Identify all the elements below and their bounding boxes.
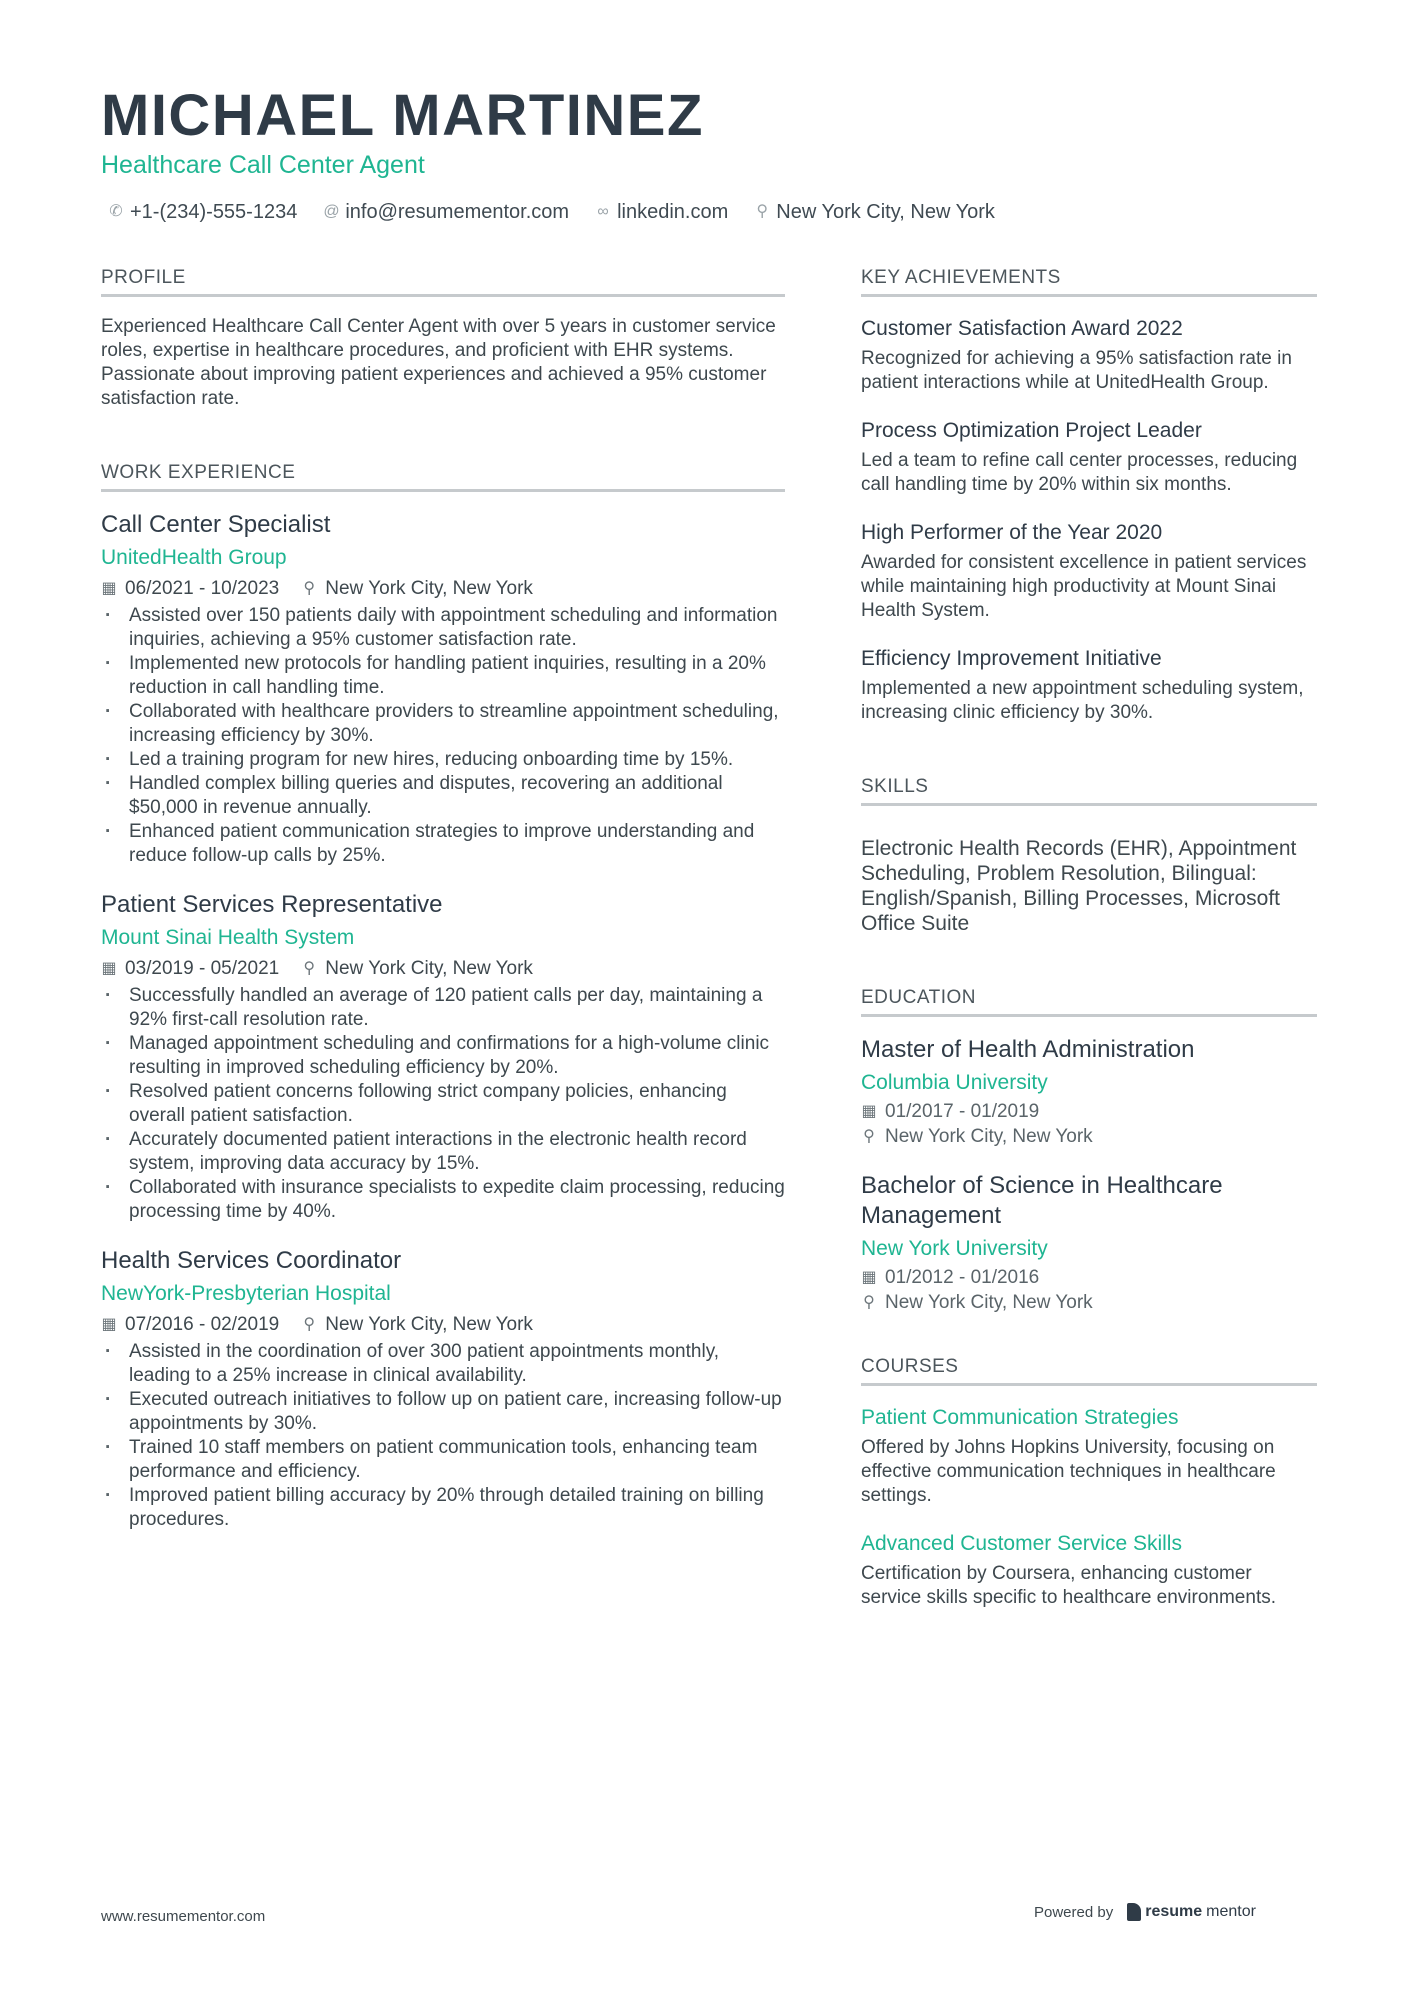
skills-text: Electronic Health Records (EHR), Appointment Scheduling, Problem Resolution, Bilingual: English/Spanish, Billing Processes, Microsoft Office Suite bbox=[861, 837, 1297, 935]
calendar-icon: ▦ bbox=[101, 580, 117, 597]
course-item bbox=[861, 1530, 1317, 1610]
location-pin-icon: ⚲ bbox=[863, 1128, 875, 1145]
achievement-text: Led a team to refine call center processes, reducing call handling time by 20% within six months. bbox=[861, 450, 1298, 495]
skills-heading: SKILLS bbox=[861, 775, 1317, 806]
calendar-icon: ▦ bbox=[101, 1316, 117, 1333]
job-bullet: · Executed outreach initiatives to follow up on patient care, increasing follow-up appointments by 30%. bbox=[101, 1388, 785, 1436]
contact-phone-text: +1-(234)-555-1234 bbox=[130, 201, 298, 223]
education-dates bbox=[861, 1265, 1317, 1290]
job-bullet: · Led a training program for new hires, reducing onboarding time by 15%. bbox=[101, 748, 785, 772]
right-column bbox=[861, 266, 1317, 1646]
job-entry bbox=[101, 890, 785, 1224]
job-entry bbox=[101, 1246, 785, 1532]
job-location bbox=[301, 956, 533, 982]
job-bullet: · Successfully handled an average of 120 patient calls per day, maintaining a 92% first-call resolution rate. bbox=[101, 984, 785, 1032]
location-pin-icon: ⚲ bbox=[863, 1294, 875, 1311]
contact-phone bbox=[108, 198, 297, 226]
job-dates bbox=[101, 956, 279, 982]
calendar-icon: ▦ bbox=[861, 1103, 877, 1120]
phone-icon: ✆ bbox=[109, 203, 123, 220]
job-dates bbox=[101, 576, 279, 602]
job-bullet: · Resolved patient concerns following strict company policies, enhancing overall patient satisfaction. bbox=[101, 1080, 785, 1128]
job-bullet: · Collaborated with healthcare providers to streamline appointment scheduling, increasing efficiency by 30%. bbox=[101, 700, 785, 748]
profile-text: Experienced Healthcare Call Center Agent with over 5 years in customer service roles, expertise in healthcare procedures, and proficient with EHR systems. Passionate about improving patient experiences and achieved a 95% customer satisfaction rate. bbox=[101, 316, 776, 409]
job-dates-text: 06/2021 - 10/2023 bbox=[125, 578, 280, 599]
education-section bbox=[861, 986, 1317, 1315]
achievement-item bbox=[861, 315, 1317, 395]
job-company: Mount Sinai Health System bbox=[101, 926, 355, 949]
location-pin-icon: ⚲ bbox=[303, 1316, 316, 1333]
experience-section bbox=[101, 461, 785, 1532]
achievement-item bbox=[861, 417, 1317, 497]
location-pin-icon: ⚲ bbox=[756, 203, 769, 220]
powered-by-label: Powered by bbox=[1034, 1903, 1114, 1921]
job-meta bbox=[101, 576, 785, 602]
job-bullet: · Assisted in the coordination of over 300 patient appointments monthly, leading to a 25% increase in clinical availability. bbox=[101, 1340, 785, 1388]
job-title: Health Services Coordinator bbox=[101, 1247, 402, 1274]
education-school: Columbia University bbox=[861, 1071, 1048, 1094]
education-dates-text: 01/2017 - 01/2019 bbox=[885, 1101, 1040, 1122]
education-location-text: New York City, New York bbox=[885, 1126, 1093, 1147]
education-location bbox=[861, 1290, 1317, 1315]
course-name: Advanced Customer Service Skills bbox=[861, 1532, 1182, 1555]
job-bullet: · Assisted over 150 patients daily with appointment scheduling and information inquiries, achieving a 95% customer satisfaction rate. bbox=[101, 604, 785, 652]
course-item bbox=[861, 1404, 1317, 1508]
calendar-icon: ▦ bbox=[861, 1269, 877, 1286]
education-location bbox=[861, 1124, 1317, 1149]
achievement-item bbox=[861, 519, 1317, 623]
profile-heading: PROFILE bbox=[101, 266, 785, 297]
education-location-text: New York City, New York bbox=[885, 1292, 1093, 1313]
job-bullets bbox=[101, 984, 785, 1224]
profile-section bbox=[101, 266, 785, 411]
achievements-section bbox=[861, 266, 1317, 725]
education-dates-text: 01/2012 - 01/2016 bbox=[885, 1267, 1040, 1288]
job-meta bbox=[101, 956, 785, 982]
contact-linkedin[interactable] bbox=[595, 198, 728, 226]
achievement-text: Implemented a new appointment scheduling system, increasing clinic efficiency by 30%. bbox=[861, 678, 1304, 723]
courses-heading: COURSES bbox=[861, 1355, 1317, 1386]
resumementor-logo[interactable] bbox=[1127, 1903, 1256, 1921]
candidate-name: MICHAEL MARTINEZ bbox=[101, 83, 704, 148]
job-location-text: New York City, New York bbox=[325, 578, 533, 599]
education-dates bbox=[861, 1099, 1317, 1124]
achievement-title: Process Optimization Project Leader bbox=[861, 419, 1202, 442]
candidate-title: Healthcare Call Center Agent bbox=[101, 151, 425, 179]
job-entry bbox=[101, 510, 785, 868]
contact-email-text[interactable]: info@resumementor.com bbox=[345, 201, 570, 223]
job-bullet: · Accurately documented patient interactions in the electronic health record system, improving data accuracy by 15%. bbox=[101, 1128, 785, 1176]
job-title: Patient Services Representative bbox=[101, 891, 443, 918]
job-bullet: · Enhanced patient communication strategies to improve understanding and reduce follow-up calls by 25%. bbox=[101, 820, 785, 868]
experience-heading: WORK EXPERIENCE bbox=[101, 461, 785, 492]
job-bullet: · Trained 10 staff members on patient communication tools, enhancing team performance and efficiency. bbox=[101, 1436, 785, 1484]
education-item bbox=[861, 1035, 1317, 1149]
achievement-title: Efficiency Improvement Initiative bbox=[861, 647, 1162, 670]
contact-bar bbox=[108, 198, 995, 226]
job-title: Call Center Specialist bbox=[101, 511, 331, 538]
achievement-title: Customer Satisfaction Award 2022 bbox=[861, 317, 1183, 340]
achievement-text: Awarded for consistent excellence in patient services while maintaining high productivity at Mount Sinai Health System. bbox=[861, 552, 1307, 621]
footer-powered-by bbox=[1034, 1903, 1256, 1921]
logo-text-regular: mentor bbox=[1206, 1903, 1256, 1920]
achievement-title: High Performer of the Year 2020 bbox=[861, 521, 1163, 544]
job-company: UnitedHealth Group bbox=[101, 546, 287, 569]
job-location-text: New York City, New York bbox=[325, 958, 533, 979]
contact-location-text: New York City, New York bbox=[776, 201, 995, 223]
job-location bbox=[301, 1312, 533, 1338]
achievements-heading: KEY ACHIEVEMENTS bbox=[861, 266, 1317, 297]
logo-text-bold: resume bbox=[1145, 1903, 1203, 1920]
education-degree: Bachelor of Science in Healthcare Management bbox=[861, 1172, 1223, 1229]
job-bullets bbox=[101, 604, 785, 868]
achievement-text: Recognized for achieving a 95% satisfaction rate in patient interactions while at UnitedHealth Group. bbox=[861, 348, 1292, 393]
contact-location bbox=[754, 198, 995, 226]
job-dates-text: 07/2016 - 02/2019 bbox=[125, 1314, 280, 1335]
at-icon: @ bbox=[323, 203, 340, 220]
education-school: New York University bbox=[861, 1237, 1048, 1260]
skills-section bbox=[861, 775, 1317, 936]
achievement-item bbox=[861, 645, 1317, 725]
education-degree: Master of Health Administration bbox=[861, 1036, 1195, 1063]
contact-email[interactable] bbox=[323, 198, 569, 226]
course-name: Patient Communication Strategies bbox=[861, 1406, 1179, 1429]
job-bullet: · Handled complex billing queries and disputes, recovering an additional $50,000 in revenue annually. bbox=[101, 772, 785, 820]
job-bullets bbox=[101, 1340, 785, 1532]
courses-section bbox=[861, 1355, 1317, 1610]
job-bullet: · Managed appointment scheduling and confirmations for a high-volume clinic resulting in improved scheduling efficiency by 20%. bbox=[101, 1032, 785, 1080]
contact-linkedin-text[interactable]: linkedin.com bbox=[617, 201, 729, 223]
location-pin-icon: ⚲ bbox=[303, 960, 316, 977]
course-text: Certification by Coursera, enhancing customer service skills specific to healthcare environments. bbox=[861, 1563, 1277, 1608]
calendar-icon: ▦ bbox=[101, 960, 117, 977]
location-pin-icon: ⚲ bbox=[303, 580, 316, 597]
job-location bbox=[301, 576, 533, 602]
footer-website[interactable]: www.resumementor.com bbox=[101, 1908, 266, 1925]
job-bullet: · Collaborated with insurance specialists to expedite claim processing, reducing processing time by 40%. bbox=[101, 1176, 785, 1224]
job-location-text: New York City, New York bbox=[325, 1314, 533, 1335]
job-bullet: · Implemented new protocols for handling patient inquiries, resulting in a 20% reduction in call handling time. bbox=[101, 652, 785, 700]
job-bullet: · Improved patient billing accuracy by 20% through detailed training on billing procedures. bbox=[101, 1484, 785, 1532]
job-dates-text: 03/2019 - 05/2021 bbox=[125, 958, 280, 979]
education-item bbox=[861, 1171, 1317, 1315]
course-text: Offered by Johns Hopkins University, focusing on effective communication techniques in healthcare settings. bbox=[861, 1437, 1276, 1506]
job-dates bbox=[101, 1312, 279, 1338]
link-icon: ∞ bbox=[597, 203, 609, 220]
resumementor-logo-icon bbox=[1127, 1903, 1141, 1921]
job-company: NewYork-Presbyterian Hospital bbox=[101, 1282, 391, 1305]
education-heading: EDUCATION bbox=[861, 986, 1317, 1017]
job-meta bbox=[101, 1312, 785, 1338]
left-column bbox=[101, 266, 785, 1568]
